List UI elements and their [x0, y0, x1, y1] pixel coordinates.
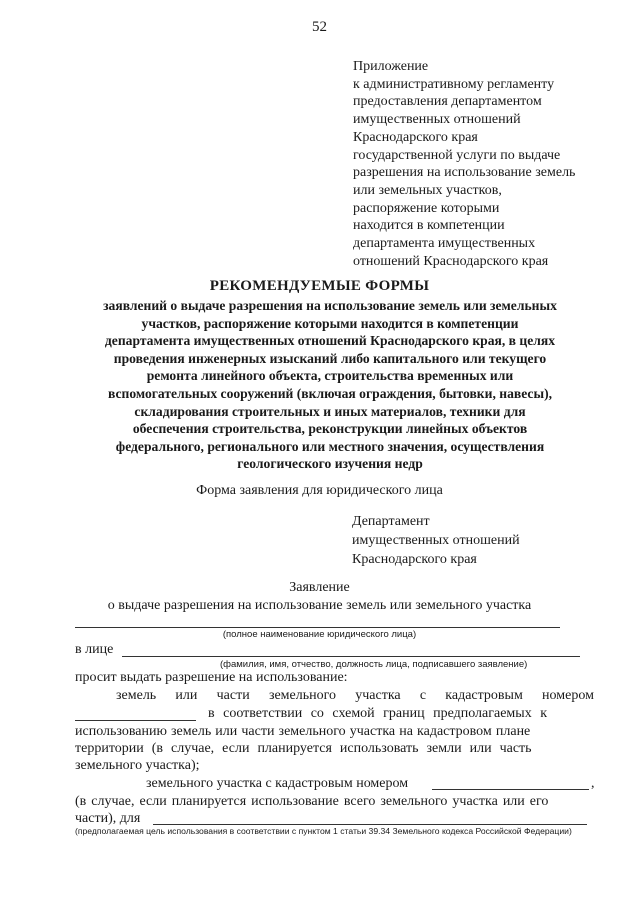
addressee-line: имущественных отношений [352, 533, 520, 548]
word: земель [116, 688, 157, 703]
appendix-line: распоряжение которыми [353, 200, 500, 216]
addressee-line: Краснодарского края [352, 552, 477, 567]
form-type-label: Форма заявления для юридического лица [196, 483, 443, 498]
appendix-line: к административному регламенту [353, 76, 555, 92]
statement-subtitle: о выдаче разрешения на использование земель или земельного участка [107, 598, 532, 613]
comma: , [591, 776, 595, 791]
word: с [419, 688, 427, 703]
appendix-line: Краснодарского края [353, 129, 478, 145]
document-title: РЕКОМЕНДУЕМЫЕ ФОРМЫ [209, 278, 430, 294]
signatory-hint: (фамилия, имя, отчество, должность лица, подписавшего заявление) [220, 659, 528, 670]
addressee-block [352, 512, 520, 569]
org-name-hint: (полное наименование юридического лица) [222, 629, 417, 640]
appendix-line: департамента имущественных [353, 236, 536, 252]
cadastral-number-field-1[interactable] [75, 720, 196, 721]
in-person-label: в лице [75, 642, 114, 657]
document-subtitle [80, 297, 580, 473]
appendix-line: имущественных отношений [353, 112, 521, 128]
word: земельного [268, 688, 337, 703]
appendix-line: разрешения на использование земель [353, 165, 576, 181]
statement-title: Заявление [289, 580, 350, 595]
word: части [216, 688, 250, 703]
subtitle-line: проведения инженерных изысканий либо капитального или текущего [113, 350, 547, 366]
subtitle-line: ремонта линейного объекта, строительства временных или [146, 368, 514, 384]
request-line: просит выдать разрешение на использование: [75, 670, 348, 685]
signatory-field[interactable] [122, 656, 580, 657]
subtitle-line: заявлений о выдаче разрешения на использование земель или земельных [103, 298, 557, 313]
para1-line4: территории (в случае, если планируется использовать земли или часть [75, 741, 532, 756]
word: или [175, 688, 198, 703]
subtitle-line: участков, распоряжение которыми находится в компетенции [141, 315, 519, 331]
subtitle-line: геологического изучения недр [237, 456, 423, 472]
purpose-hint: (предполагаемая цель использования в соответствии с пунктом 1 статьи 39.34 Земельного кодекса Российской Федерации) [75, 826, 572, 836]
appendix-line: находится в компетенции [353, 218, 505, 234]
page-number: 52 [312, 19, 327, 35]
appendix-block [353, 58, 613, 270]
para1-line5: земельного участка); [75, 758, 200, 773]
para2-line2: (в случае, если планируется использование всего земельного участка или его [75, 794, 549, 809]
para2-line3: части), для [75, 811, 141, 826]
purpose-field[interactable] [153, 824, 587, 825]
subtitle-line: вспомогательных сооружений (включая ограждения, бытовки, навесы), [107, 385, 553, 401]
word: участка [355, 688, 401, 703]
subtitle-line: федерального, регионального или местного значения, осуществления [115, 438, 545, 454]
para1-line2: в соответствии со схемой границ предполагаемых к [208, 706, 547, 721]
subtitle-line: обеспечения строительства, реконструкции линейных объектов [132, 421, 528, 437]
appendix-line: или земельных участков, [353, 182, 502, 198]
org-name-field[interactable] [75, 627, 560, 628]
subtitle-line: складирования строительных и иных материалов, техники для [134, 403, 526, 419]
addressee-line: Департамент [352, 514, 430, 529]
cadastral-number-field-2[interactable] [432, 789, 589, 790]
appendix-line: отношений Краснодарского края [353, 253, 549, 269]
word: номером [542, 688, 594, 703]
appendix-line: государственной услуги по выдаче [353, 147, 561, 163]
para2-line1: земельного участка с кадастровым номером [146, 776, 409, 791]
para1-line3: использованию земель или части земельного участка на кадастровом плане [75, 724, 531, 739]
appendix-line: Приложение [353, 59, 429, 74]
appendix-line: предоставления департаментом [353, 94, 542, 110]
word: кадастровым [445, 688, 523, 703]
subtitle-line: департамента имущественных отношений Краснодарского края, в целях [104, 333, 556, 349]
para1-line1 [116, 688, 594, 704]
